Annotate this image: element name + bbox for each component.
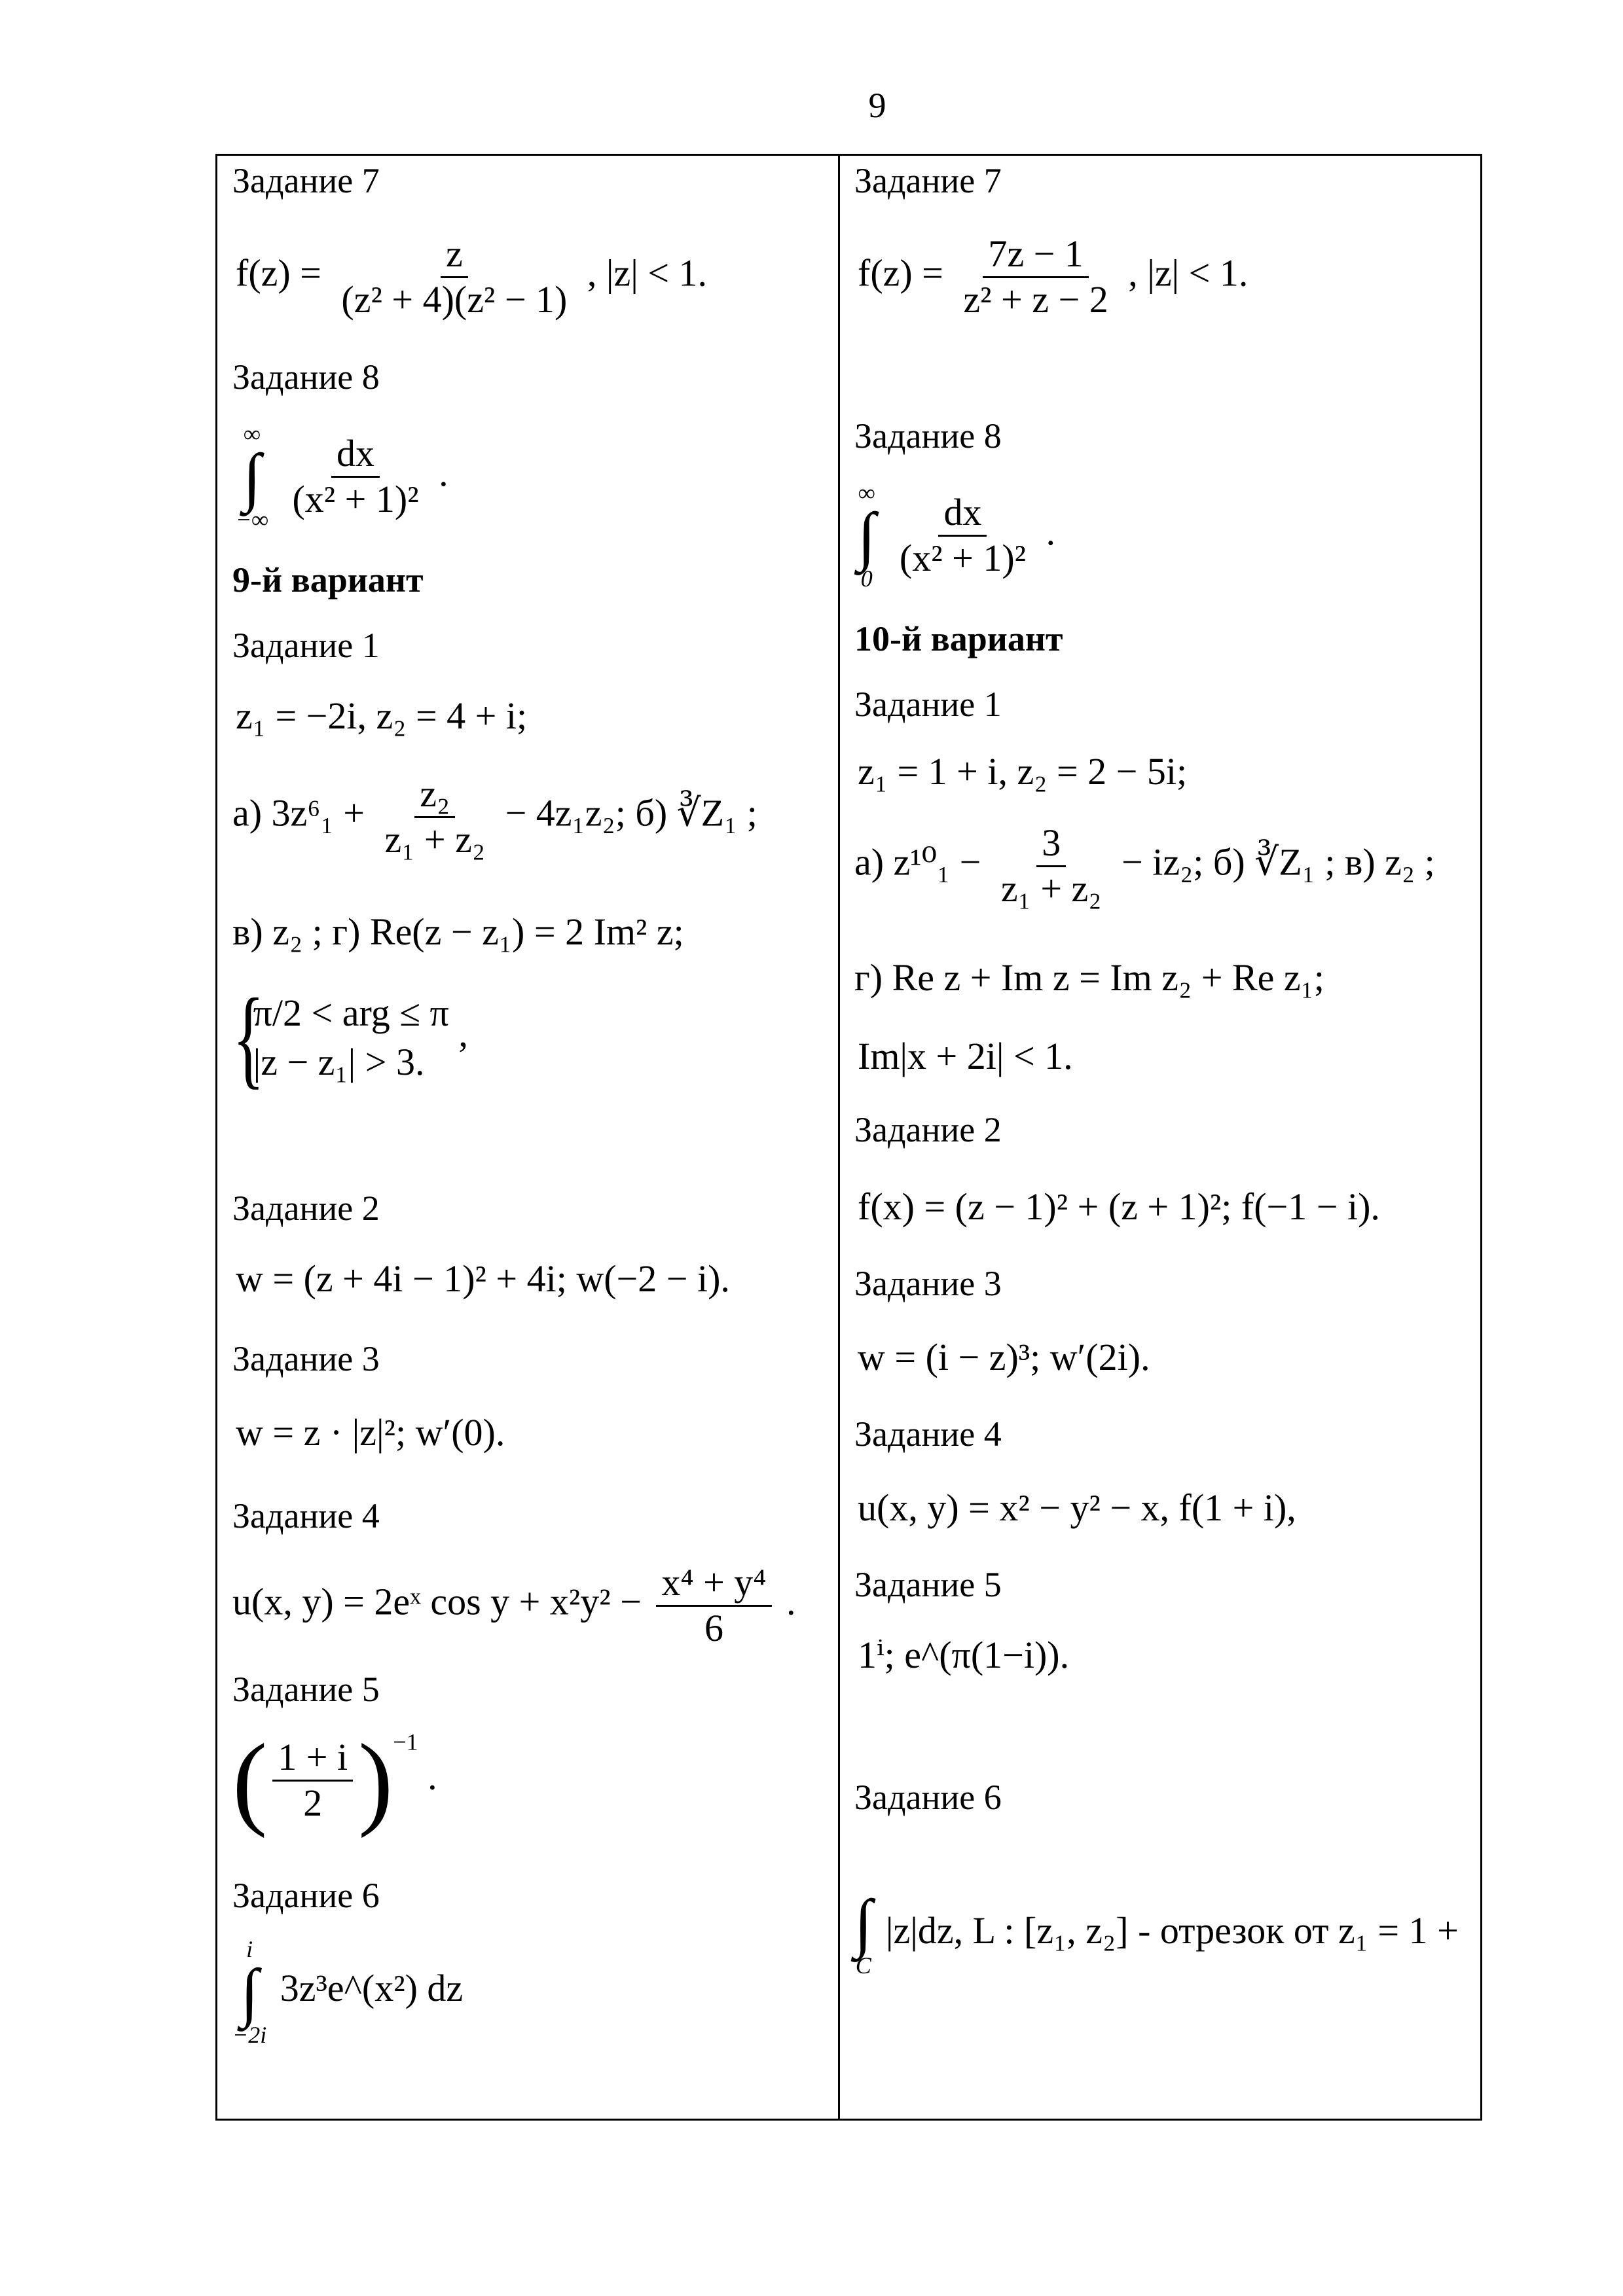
right-t6-formula	[854, 1886, 1459, 1979]
left-t3-heading: Задание 3	[232, 1339, 380, 1378]
right-t1-a	[854, 821, 1435, 910]
integral-sign: ∫	[854, 1886, 873, 1959]
left-t4-formula	[232, 1561, 796, 1650]
left-task8-formula	[236, 422, 448, 531]
left-t1-a-den: z₁ + z₂	[384, 817, 486, 861]
right-t1-line1: z₁ = 1 + i, z₂ = 2 − 5i;	[858, 750, 1188, 793]
left-t5-heading: Задание 5	[232, 1670, 380, 1709]
left-task8-den: (x² + 1)²	[292, 478, 419, 520]
left-task8-upper: ∞	[244, 421, 261, 447]
left-t4-num: x⁴ + y⁴	[656, 1561, 771, 1607]
right-task8-integral	[858, 481, 875, 590]
left-task7-fraction	[336, 232, 572, 321]
right-task7-heading: Задание 7	[854, 161, 1002, 200]
right-t5-heading: Задание 5	[854, 1565, 1002, 1604]
right-t3-heading: Задание 3	[854, 1264, 1002, 1303]
left-t5-exp: −1	[393, 1729, 418, 1755]
column-divider	[838, 154, 840, 2121]
right-t1-a-den: z₁ + z₂	[1000, 867, 1102, 910]
right-task8-num: dx	[938, 491, 987, 537]
left-t1-sys-comma: ,	[458, 1012, 468, 1055]
right-t6-line: |z|dz, L : [z₁, z₂] - отрезок от z₁ = 1 +	[885, 1909, 1459, 1952]
left-paren-close-icon: )	[358, 1722, 393, 1839]
left-t1-line3: в) z₂ ; г) Re(z − z₁) = 2 Im² z;	[232, 910, 684, 953]
right-t6-lower: C	[855, 1952, 871, 1979]
left-task8-num: dx	[331, 432, 380, 478]
left-t5-suffix: .	[428, 1755, 437, 1798]
right-t1-a-fraction	[996, 821, 1107, 910]
left-task8-suffix: .	[439, 451, 448, 494]
integral-sign: ∫	[858, 499, 876, 572]
left-paren-open-icon: (	[232, 1722, 268, 1839]
right-task8-formula	[858, 481, 1055, 590]
left-t6-lower: −2i	[232, 2022, 267, 2048]
left-t6-integrand: 3z³e^(x²) dz	[280, 1966, 464, 2009]
left-t1-a-num: z₂	[414, 772, 455, 818]
left-variant-title: 9-й вариант	[232, 560, 424, 600]
right-t1-a-prefix: а) z¹⁰₁ −	[854, 840, 981, 884]
left-t2-heading: Задание 2	[232, 1189, 380, 1228]
right-t1-line3: г) Re z + Im z = Im z₂ + Re z₁;	[854, 956, 1324, 999]
right-t2-line: f(x) = (z − 1)² + (z + 1)²; f(−1 − i).	[858, 1185, 1380, 1228]
left-t5-num: 1 + i	[272, 1736, 353, 1782]
left-task7-num: z	[441, 232, 468, 278]
left-t4-den: 6	[704, 1606, 723, 1649]
right-task8-upper: ∞	[858, 480, 875, 506]
left-task7-formula	[236, 232, 707, 321]
right-task7-formula	[858, 232, 1248, 321]
left-t4-heading: Задание 4	[232, 1496, 380, 1535]
left-t3-line: w = z · |z|²; w′(0).	[236, 1411, 505, 1454]
left-t1-a-prefix: а) 3z⁶₁ +	[232, 791, 365, 834]
left-task8-fraction	[287, 432, 424, 521]
left-t1-sys1: π/2 < arg ≤ π	[253, 991, 449, 1034]
right-task8-lower: 0	[860, 565, 873, 592]
right-t5-line: 1ⁱ; e^(π(1−i)).	[858, 1634, 1070, 1676]
left-t1-a-fraction	[379, 772, 490, 861]
right-task7-num: 7z − 1	[983, 232, 1088, 278]
left-t6-upper: i	[246, 1936, 253, 1962]
left-t4-prefix: u(x, y) = 2eˣ cos y + x²y² −	[232, 1580, 642, 1623]
right-task8-fraction	[894, 491, 1031, 580]
right-variant-title: 10-й вариант	[854, 619, 1063, 658]
left-task7-heading: Задание 7	[232, 161, 380, 200]
right-t3-line: w = (i − z)³; w′(2i).	[858, 1336, 1150, 1378]
right-task7-fraction	[958, 232, 1113, 321]
right-t4-line: u(x, y) = x² − y² − x, f(1 + i),	[858, 1486, 1296, 1529]
integral-sign: ∫	[240, 1956, 259, 2028]
left-t1-a-suffix: − 4z₁z₂; б) ∛Z₁ ;	[505, 791, 757, 834]
right-task7-suffix: , |z| < 1.	[1128, 251, 1249, 295]
left-task7-prefix: f(z) =	[236, 251, 321, 295]
left-t1-sys2: |z − z₁| > 3.	[253, 1041, 425, 1083]
right-task7-den: z² + z − 2	[963, 278, 1108, 321]
left-t4-suffix: .	[786, 1580, 796, 1623]
right-t1-heading: Задание 1	[854, 685, 1002, 724]
right-t1-a-num: 3	[1036, 821, 1066, 867]
left-task7-suffix: , |z| < 1.	[587, 251, 708, 295]
left-t1-heading: Задание 1	[232, 626, 380, 665]
right-task8-den: (x² + 1)²	[899, 537, 1027, 579]
right-t6-integral	[854, 1886, 873, 1979]
left-t1-system	[232, 976, 468, 1099]
left-t4-fraction	[656, 1561, 771, 1650]
right-task8-heading: Задание 8	[854, 416, 1002, 456]
left-task8-heading: Задание 8	[232, 357, 380, 397]
left-t6-formula	[232, 1937, 463, 2047]
right-task7-prefix: f(z) =	[858, 251, 943, 295]
right-task8-suffix: .	[1046, 510, 1056, 553]
right-t2-heading: Задание 2	[854, 1110, 1002, 1149]
left-t5-den: 2	[303, 1781, 323, 1824]
left-t6-heading: Задание 6	[232, 1876, 380, 1915]
left-t5-formula	[232, 1722, 437, 1839]
page-number: 9	[868, 86, 886, 125]
right-t1-line4: Im|x + 2i| < 1.	[858, 1035, 1073, 1077]
left-t1-line1: z₁ = −2i, z₂ = 4 + i;	[236, 694, 528, 737]
left-task8-lower: −∞	[236, 507, 268, 533]
left-t2-line: w = (z + 4i − 1)² + 4i; w(−2 − i).	[236, 1257, 730, 1300]
right-t6-heading: Задание 6	[854, 1778, 1002, 1817]
right-t4-heading: Задание 4	[854, 1414, 1002, 1454]
right-t1-a-suffix: − iz₂; б) ∛Z₁ ; в) z₂ ;	[1122, 840, 1435, 884]
left-brace-icon: {	[232, 976, 264, 1099]
left-t1-system-body	[253, 988, 449, 1087]
left-task8-integral	[236, 422, 268, 531]
left-task7-den: (z² + 4)(z² − 1)	[341, 278, 568, 321]
integral-sign: ∫	[243, 440, 261, 513]
left-t1-a	[232, 772, 757, 861]
left-t5-fraction	[272, 1736, 353, 1825]
left-t6-integral	[232, 1937, 266, 2047]
